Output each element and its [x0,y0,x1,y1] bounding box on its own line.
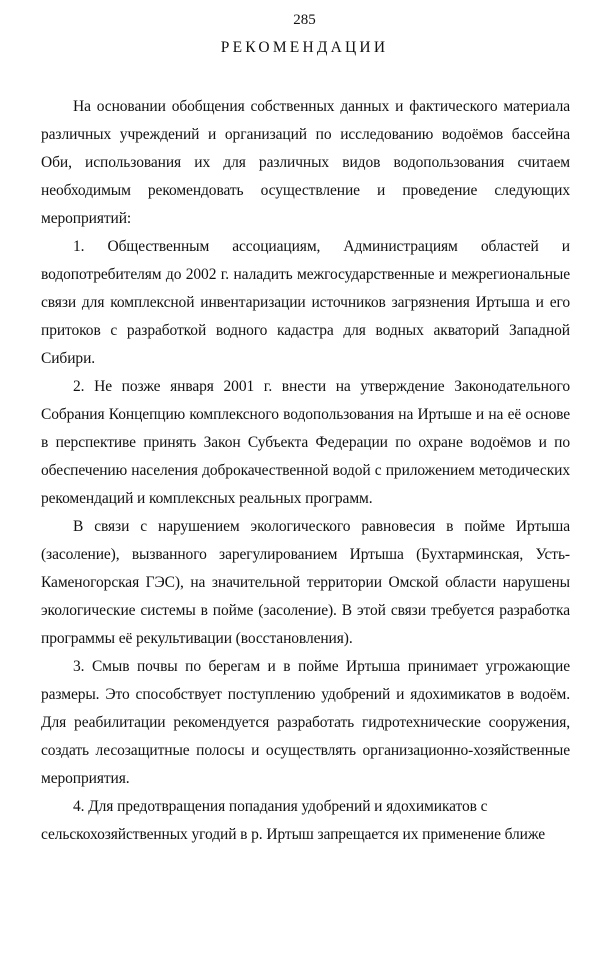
section-heading: РЕКОМЕНДАЦИИ [220,39,389,56]
paragraph-recommendation-1: 1. Общественным ассоциациям, Администрациям областей и водопотребителям до 2002 г. наладить межгосударственные и межрегиональные связи для комплексной инвентаризации источников загрязнения Иртыша и его притоков с разработкой водного кадастра для водных акваторий Западной Сибири. [41,238,570,367]
paragraph-recommendation-3: 3. Смыв почвы по берегам и в пойме Иртыша принимает угрожающие размеры. Это способствует поступлению удобрений и ядохимикатов в водоём. Для реабилитации рекомендуется разработать гидротехнические сооружения, создать лесозащитные полосы и осуществлять организационно-хозяйственные мероприятия. [41,658,570,787]
paragraph-intro: На основании обобщения собственных данных и фактического материала различных учреждений и организаций по исследованию водоёмов бассейна Оби, использования их для различных видов водопользования считаем необходимым рекомендовать осуществление и проведение следующих мероприятий: [41,98,570,227]
paragraph-recommendation-4: 4. Для предотвращения попадания удобрений и ядохимикатов с сельскохозяйственных угодий в р. Иртыш запрещается их применение ближе [41,798,546,843]
paragraph-floodplain-salinization: В связи с нарушением экологического равновесия в пойме Иртыша (засоление), вызванного зарегулированием Иртыша (Бухтарминская, Усть-Каменогорская ГЭС), на значительной территории Омской области нарушены экологические системы в пойме (засоление). В этой связи требуется разработка программы её рекультивации (восстановления). [41,518,570,647]
body-text [41,93,570,849]
page-number: 285 [293,12,316,28]
paragraph-recommendation-2: 2. Не позже января 2001 г. внести на утверждение Законодательного Собрания Концепцию комплексного водопользования на Иртыше и на её основе в перспективе принять Закон Субъекта Федерации по охране водоёмов и по обеспечению населения доброкачественной водой с приложением методических рекомендаций и комплексных реальных программ. [41,378,570,507]
